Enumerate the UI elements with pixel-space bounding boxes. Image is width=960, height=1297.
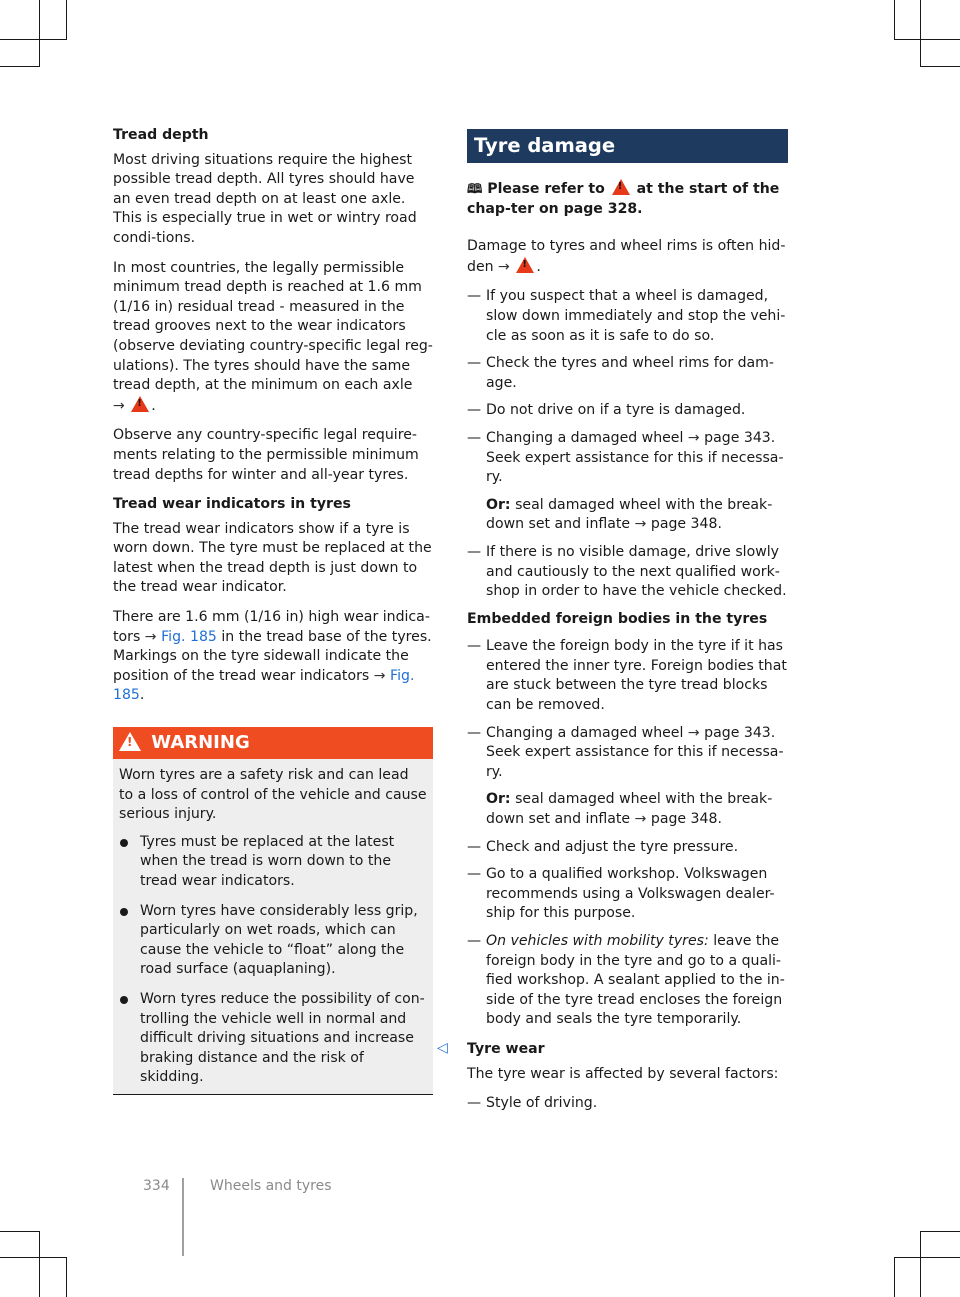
crop-mark xyxy=(920,66,960,67)
arrow-right-icon: → xyxy=(144,628,157,645)
tyre-wear-list xyxy=(467,1094,788,1114)
footer-divider xyxy=(182,1178,184,1256)
tread-depth-paragraph-1: Most driving situations require the highest possible tread depth. All tyres should have an even tread depth on at least one axle. This is especially true in wet or wintry road condi-tions. xyxy=(113,151,417,246)
tread-indicators-paragraph-1: The tread wear indicators show if a tyre is worn down. The tyre must be replaced at the latest when the tread depth is just down to the tread wear indicator. xyxy=(113,520,432,596)
tread-indicators-heading: Tread wear indicators in tyres xyxy=(113,496,351,513)
crop-mark xyxy=(0,39,66,40)
crop-mark xyxy=(920,0,921,66)
fig-185-link[interactable]: Fig. 185 xyxy=(161,628,217,645)
warning-bullet: Worn tyres reduce the possibility of con-trolling the vehicle well in normal and difficult driving situations and increase braking distance and the risk of skidding. xyxy=(119,990,427,1088)
foreign-bodies-list xyxy=(467,637,788,1030)
change-wheel-label: Changing a damaged wheel xyxy=(486,429,684,446)
warning-triangle-icon[interactable] xyxy=(131,396,149,412)
mobility-label: On vehicles with mobility tyres: xyxy=(486,933,709,949)
page-343-link[interactable]: page 343. xyxy=(704,724,776,741)
tyre-wear-heading: Tyre wear xyxy=(467,1040,545,1057)
list-item: — Check the tyres and wheel rims for dam-age. xyxy=(467,354,788,393)
section-title: Tyre damage xyxy=(467,129,788,163)
refer-note xyxy=(467,179,788,219)
list-item: — Do not drive on if a tyre is damaged. xyxy=(467,401,788,421)
list-item: — If there is no visible damage, drive slowly and cautiously to the next qualified work-shop in order to have the vehicle checked. xyxy=(467,543,788,602)
crop-mark xyxy=(39,0,40,66)
warning-bullet: Tyres must be replaced at the latest when the tread is worn down to the tread wear indicators. xyxy=(119,833,427,892)
list-item: — Leave the foreign body in the tyre if it has entered the inner tyre. Foreign bodies that are stuck between the tyre tread blocks can be removed. xyxy=(467,637,788,715)
warning-body xyxy=(113,759,433,1095)
crop-mark xyxy=(66,0,67,40)
list-item: — Style of driving. xyxy=(467,1094,788,1114)
warning-triangle-icon[interactable] xyxy=(612,179,630,195)
tread-depth-paragraph-2 xyxy=(113,259,435,396)
crop-mark xyxy=(39,1231,40,1297)
arrow-right-icon: → xyxy=(634,516,647,533)
expert-assistance-text: Seek expert assistance for this if necessa-ry. xyxy=(486,449,784,486)
list-item: — If you suspect that a wheel is damaged, slow down immediately and stop the vehi-cle as soon as it is safe to do so. xyxy=(467,287,788,346)
or-breakdown-text xyxy=(486,790,788,829)
page-348-link[interactable]: page 348. xyxy=(650,811,722,828)
list-item xyxy=(467,932,788,1030)
list-item: — Check and adjust the tyre pressure. xyxy=(467,838,788,858)
warning-bullet: Worn tyres have considerably less grip, particularly on wet roads, which can cause the vehicle to “float” along the road surface (aquaplaning). xyxy=(119,902,427,980)
tread-indicators-paragraph-2: There are 1.6 mm (1/16 in) high wear indica-tors → Fig. 185 in the tread base of the tyres. Markings on the tyre sidewall indicate the position of the tread wear indicators → Fig. 185. xyxy=(113,609,432,704)
axle-warning-ref: → ! . xyxy=(113,396,435,417)
crop-mark xyxy=(920,1231,921,1297)
crop-mark xyxy=(0,1231,40,1232)
crop-mark xyxy=(894,0,895,40)
arrow-right-icon: → xyxy=(687,724,700,741)
list-item xyxy=(467,429,788,535)
warning-title: WARNING xyxy=(151,732,250,753)
indicators-text-b: in the tread base of the tyres. Markings on the tyre sidewall indicate the position of the tread wear indicators xyxy=(113,628,432,684)
indicators-text-a: There are 1.6 mm (1/16 in) high wear indica-tors xyxy=(113,609,430,645)
warning-triangle-icon xyxy=(119,732,141,751)
foreign-bodies-heading: Embedded foreign bodies in the tyres xyxy=(467,610,768,627)
crop-mark xyxy=(894,1257,960,1258)
crop-mark xyxy=(0,1257,66,1258)
refer-text-a: Please refer to xyxy=(487,181,605,197)
expert-assistance-text: Seek expert assistance for this if necessa-ry. xyxy=(486,744,784,780)
change-wheel-text xyxy=(486,724,788,783)
or-breakdown-text xyxy=(486,496,788,535)
tyre-wear-intro: The tyre wear is affected by several factors: xyxy=(467,1065,779,1082)
tread-depth-heading: Tread depth xyxy=(113,127,209,143)
breakdown-set-text: seal damaged wheel with the break-down set and inflate xyxy=(486,791,773,828)
arrow-right-icon: → xyxy=(634,811,647,828)
or-label: Or: xyxy=(486,791,511,808)
crop-mark xyxy=(0,66,40,67)
crop-mark xyxy=(920,1231,960,1232)
right-column xyxy=(467,129,788,1122)
mobility-text: leave the foreign body in the tyre and go to a quali-fied workshop. A sealant applied to the in-side of the tyre tread encloses the foreign body and seals the tyre temporarily. xyxy=(486,933,785,1028)
fig-185-link[interactable]: Fig. 185 xyxy=(113,667,415,704)
book-icon: 🕮 xyxy=(467,182,483,197)
tread-depth-text: In most countries, the legally permissible minimum tread depth is reached at 1.6 mm (1/16 in) residual tread - measured in the tread grooves next to the wear indicators (observe deviating country-specific legal reg-ulations). The tyres should have the same tread depth, at the minimum on each axle xyxy=(113,259,433,394)
damage-intro: Damage to tyres and wheel rims is often hid-den → ! . xyxy=(467,237,788,277)
crop-mark xyxy=(894,1257,895,1297)
warning-intro: Worn tyres are a safety risk and can lead to a loss of control of the vehicle and cause serious injury. xyxy=(119,767,427,823)
arrow-right-icon: → xyxy=(498,258,510,275)
tread-depth-paragraph-3: Observe any country-specific legal require-ments relating to the permissible minimum tread depths for winter and all-year tyres. xyxy=(113,427,419,483)
arrow-right-icon: → xyxy=(373,667,386,684)
breakdown-set-text: seal damaged wheel with the break-down set and inflate xyxy=(486,496,773,533)
page-348-link[interactable]: page 348. xyxy=(650,516,722,533)
section-end-icon: ◁ xyxy=(437,1040,448,1056)
damage-intro-text: Damage to tyres and wheel rims is often hid-den xyxy=(467,238,786,275)
warning-triangle-icon[interactable] xyxy=(516,257,534,273)
arrow-right-icon: → xyxy=(113,397,125,414)
page-number: 334 xyxy=(143,1178,170,1194)
chapter-title: Wheels and tyres xyxy=(210,1178,332,1194)
crop-mark xyxy=(894,39,960,40)
arrow-right-icon: → xyxy=(687,429,700,446)
list-item: — Go to a qualified workshop. Volkswagen recommends using a Volkswagen dealer-ship for this purpose. xyxy=(467,865,788,924)
change-wheel-text xyxy=(486,429,788,488)
list-item xyxy=(467,724,788,830)
warning-bullet-list xyxy=(119,833,427,1088)
warning-header xyxy=(113,727,433,759)
or-label: Or: xyxy=(486,496,511,513)
crop-mark xyxy=(66,1257,67,1297)
warning-box xyxy=(113,727,433,1095)
damage-list xyxy=(467,287,788,601)
change-wheel-label: Changing a damaged wheel xyxy=(486,724,684,741)
refer-text-b: at the start of the chap-ter on page 328. xyxy=(467,181,780,217)
page-343-link[interactable]: page 343. xyxy=(704,429,776,446)
left-column xyxy=(113,126,435,716)
